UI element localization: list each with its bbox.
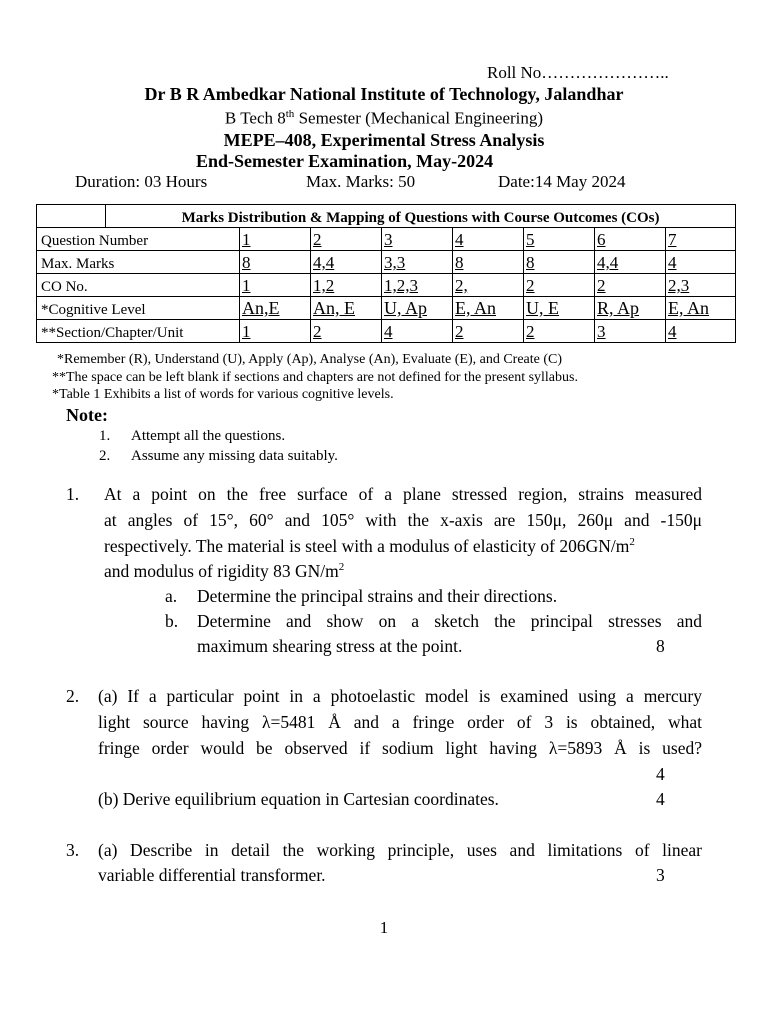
table-cell: 2 xyxy=(311,320,382,343)
row-label: **Section/Chapter/Unit xyxy=(37,320,240,343)
question-text-line: At a point on the free surface of a plane stressed region, strains measured xyxy=(104,484,702,504)
sub-question-text: maximum shearing stress at the point. xyxy=(197,636,463,656)
question-text-line xyxy=(104,536,635,557)
page-number: 1 xyxy=(379,918,389,937)
question-text-line: variable differential transformer. xyxy=(98,865,326,885)
question-text-line: light source having λ=5481 Å and a fringe order of 3 is obtained, what xyxy=(98,712,702,732)
table-cell: U, Ap xyxy=(382,297,453,320)
question-text-part: respectively. The material is steel with a modulus of elasticity of 206GN/m xyxy=(104,536,630,556)
table-cell: 5 xyxy=(524,228,595,251)
note-title: Note: xyxy=(66,405,108,425)
sub-question-text: Determine the principal strains and their directions. xyxy=(197,586,558,606)
table-cell: 4 xyxy=(453,228,524,251)
table-cell: 8 xyxy=(453,251,524,274)
table-cell: 4 xyxy=(382,320,453,343)
table-cell: An, E xyxy=(311,297,382,320)
table-cell: 4 xyxy=(666,251,736,274)
row-label: Max. Marks xyxy=(37,251,240,274)
question-text-line: (a) Describe in detail the working principle, uses and limitations of linear xyxy=(98,840,702,860)
program-superscript: th xyxy=(285,108,295,120)
question-text-line xyxy=(104,561,344,582)
table-cell: 3,3 xyxy=(382,251,453,274)
table-cell: 2 xyxy=(453,320,524,343)
table-cell: 2 xyxy=(311,228,382,251)
superscript: 2 xyxy=(629,536,635,549)
table-cell: 3 xyxy=(382,228,453,251)
table-row xyxy=(37,228,736,251)
note-item-text: Assume any missing data suitably. xyxy=(131,448,338,464)
question-marks: 4 xyxy=(656,764,665,784)
question-text-part: and modulus of rigidity 83 GN/m xyxy=(104,561,339,581)
table-cell: 2 xyxy=(524,320,595,343)
table-cell: An,E xyxy=(240,297,311,320)
question-number: 1. xyxy=(66,484,80,504)
table-title-row xyxy=(37,205,736,228)
roll-number-field: Roll No………………….. xyxy=(487,63,669,82)
exam-date: Date:14 May 2024 xyxy=(498,172,626,191)
table-cell: E, An xyxy=(453,297,524,320)
footnote-sections: **The space can be left blank if sections and chapters are not defined for the present syllabus. xyxy=(52,370,578,385)
note-item-number: 2. xyxy=(99,448,111,464)
table-cell: R, Ap xyxy=(595,297,666,320)
question-marks: 3 xyxy=(656,865,665,885)
note-item-text: Attempt all the questions. xyxy=(131,428,286,444)
table-cell: 4,4 xyxy=(595,251,666,274)
table-cell: 1,2,3 xyxy=(382,274,453,297)
question-number: 3. xyxy=(66,840,80,860)
table-cell: 8 xyxy=(240,251,311,274)
question-text-line: at angles of 15°, 60° and 105° with the x-axis are 150μ, 260μ and -150μ xyxy=(104,510,702,530)
table-cell: 7 xyxy=(666,228,736,251)
table-cell: 1 xyxy=(240,320,311,343)
institute-name: Dr B R Ambedkar National Institute of Technology, Jalandhar xyxy=(144,84,624,104)
table-cell: 2 xyxy=(524,274,595,297)
superscript: 2 xyxy=(338,561,345,574)
exam-title: End-Semester Examination, May-2024 xyxy=(196,151,494,171)
table-cell: 4 xyxy=(666,320,736,343)
table-row xyxy=(37,320,736,343)
course-title: MEPE–408, Experimental Stress Analysis xyxy=(223,130,545,150)
sub-question-label: a. xyxy=(165,586,178,606)
table-row xyxy=(37,251,736,274)
program-line xyxy=(0,108,768,129)
question-marks: 4 xyxy=(656,789,665,809)
question-marks: 8 xyxy=(656,636,665,656)
footnote-table-reference: *Table 1 Exhibits a list of words for various cognitive levels. xyxy=(52,387,394,402)
sub-question-label: b. xyxy=(165,611,179,631)
note-item-number: 1. xyxy=(99,428,111,444)
table-title: Marks Distribution & Mapping of Questions with Course Outcomes (COs) xyxy=(106,205,736,228)
table-row xyxy=(37,297,736,320)
table-cell: 1,2 xyxy=(311,274,382,297)
marks-distribution-table xyxy=(36,204,736,343)
table-title-blank-cell xyxy=(37,205,106,228)
table-cell: 8 xyxy=(524,251,595,274)
row-label: CO No. xyxy=(37,274,240,297)
table-cell: 1 xyxy=(240,274,311,297)
question-text-line: fringe order would be observed if sodium light having λ=5893 Å is used? xyxy=(98,738,702,758)
question-text-line: (a) If a particular point in a photoelastic model is examined using a mercury xyxy=(98,686,702,706)
program-suffix: Semester (Mechanical Engineering) xyxy=(294,108,544,128)
table-cell: 2 xyxy=(595,274,666,297)
table-cell: 4,4 xyxy=(311,251,382,274)
footnote-cognitive-levels: *Remember (R), Understand (U), Apply (Ap), Analyse (An), Evaluate (E), and Create (C) xyxy=(57,352,563,367)
table-cell: E, An xyxy=(666,297,736,320)
exam-duration: Duration: 03 Hours xyxy=(75,172,208,191)
table-cell: 3 xyxy=(595,320,666,343)
table-cell: 2,3 xyxy=(666,274,736,297)
sub-question-text: Determine and show on a sketch the principal stresses and xyxy=(197,611,702,631)
table-cell: 6 xyxy=(595,228,666,251)
row-label: Question Number xyxy=(37,228,240,251)
table-cell: U, E xyxy=(524,297,595,320)
table-cell: 2, xyxy=(453,274,524,297)
row-label: *Cognitive Level xyxy=(37,297,240,320)
table-row xyxy=(37,274,736,297)
question-number: 2. xyxy=(66,686,80,706)
program-prefix: B Tech 8 xyxy=(224,108,286,128)
table-cell: 1 xyxy=(240,228,311,251)
question-text-line: (b) Derive equilibrium equation in Cartesian coordinates. xyxy=(98,789,499,809)
exam-max-marks: Max. Marks: 50 xyxy=(306,172,416,191)
